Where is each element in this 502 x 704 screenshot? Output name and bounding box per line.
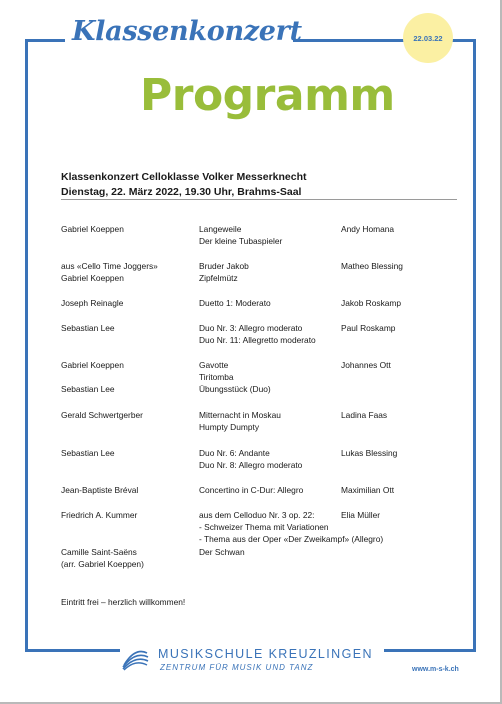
program-performer-text: Matheo Blessing bbox=[341, 261, 403, 271]
program-work-text: Humpty Dumpty bbox=[199, 422, 260, 432]
program-work-text: - Thema aus der Oper «Der Zweikampf» (Allegro) bbox=[199, 534, 384, 544]
frame-bottom-left-bar bbox=[25, 649, 120, 652]
program-performer-text: Ladina Faas bbox=[341, 410, 388, 420]
program-composer-text: Gabriel Koeppen bbox=[61, 360, 124, 370]
program-performer-text: Elia Müller bbox=[341, 510, 381, 520]
school-logo-icon bbox=[120, 645, 150, 671]
program-composer-text: Gerald Schwertgerber bbox=[61, 410, 143, 420]
footer-note: Eintritt frei – herzlich willkommen! bbox=[61, 597, 186, 607]
program-work-text: Gavotte bbox=[199, 360, 229, 370]
school-name: MUSIKSCHULE KREUZLINGEN bbox=[158, 647, 373, 661]
program-work-text: Duetto 1: Moderato bbox=[199, 298, 271, 308]
concert-info-line-2: Dienstag, 22. März 2022, 19.30 Uhr, Brahms-Saal bbox=[61, 186, 302, 198]
program-work-text: Duo Nr. 8: Allegro moderato bbox=[199, 460, 303, 470]
program-work-text: Concertino in C-Dur: Allegro bbox=[199, 485, 304, 495]
concert-info-line-1: Klassenkonzert Celloklasse Volker Messerknecht bbox=[61, 171, 307, 183]
website-link[interactable]: www.m-s-k.ch bbox=[412, 666, 459, 673]
frame-right-bar bbox=[473, 39, 476, 652]
program-work-text: - Schweizer Thema mit Variationen bbox=[199, 522, 329, 532]
program-performer-text: Andy Homana bbox=[341, 224, 395, 234]
program-composer-text: Friedrich A. Kummer bbox=[61, 510, 138, 520]
program-work-text: Der kleine Tubaspieler bbox=[199, 236, 283, 246]
program-composer-text: aus «Cello Time Joggers» bbox=[61, 261, 158, 271]
frame-left-bar bbox=[25, 39, 28, 652]
school-subtitle: ZENTRUM FÜR MUSIK UND TANZ bbox=[160, 663, 314, 672]
program-composer-text: Sebastian Lee bbox=[61, 448, 115, 458]
program-work-text: Tiritomba bbox=[199, 372, 234, 382]
program-work-text: Der Schwan bbox=[199, 547, 245, 557]
program-composer-text: Gabriel Koeppen bbox=[61, 224, 124, 234]
program-performer-text: Johannes Ott bbox=[341, 360, 391, 370]
date-badge-text: 22.03.22 bbox=[413, 33, 443, 43]
program-composer-text: Jean-Baptiste Bréval bbox=[61, 485, 139, 495]
concert-title: Klassenkonzert bbox=[72, 16, 302, 47]
header-divider bbox=[61, 199, 457, 200]
program-work-text: Duo Nr. 11: Allegretto moderato bbox=[199, 335, 316, 345]
program-composer-text: Camille Saint-Saëns bbox=[61, 547, 137, 557]
program-work-text: Duo Nr. 6: Andante bbox=[199, 448, 270, 458]
frame-top-left-bar bbox=[25, 39, 65, 42]
program-work-text: aus dem Celloduo Nr. 3 op. 22: bbox=[199, 510, 315, 520]
frame-bottom-right-bar bbox=[384, 649, 476, 652]
program-composer-text: Gabriel Koeppen bbox=[61, 273, 124, 283]
program-work-text: Langeweile bbox=[199, 224, 242, 234]
program-work-text: Bruder Jakob bbox=[199, 261, 249, 271]
date-badge bbox=[403, 13, 453, 63]
program-performer-text: Lukas Blessing bbox=[341, 448, 398, 458]
program-work-text: Übungsstück (Duo) bbox=[199, 384, 271, 394]
program-composer-text: (arr. Gabriel Koeppen) bbox=[61, 559, 144, 569]
program-composer-text: Sebastian Lee bbox=[61, 384, 115, 394]
program-composer-text: Joseph Reinagle bbox=[61, 298, 124, 308]
program-composer-text: Sebastian Lee bbox=[61, 323, 115, 333]
program-performer-text: Maximilian Ott bbox=[341, 485, 395, 495]
program-performer-text: Paul Roskamp bbox=[341, 323, 396, 333]
page-heading: Programm bbox=[140, 70, 395, 121]
program-work-text: Mitternacht in Moskau bbox=[199, 410, 281, 420]
program-work-text: Zipfelmütz bbox=[199, 273, 238, 283]
program-performer-text: Jakob Roskamp bbox=[341, 298, 402, 308]
program-work-text: Duo Nr. 3: Allegro moderato bbox=[199, 323, 303, 333]
